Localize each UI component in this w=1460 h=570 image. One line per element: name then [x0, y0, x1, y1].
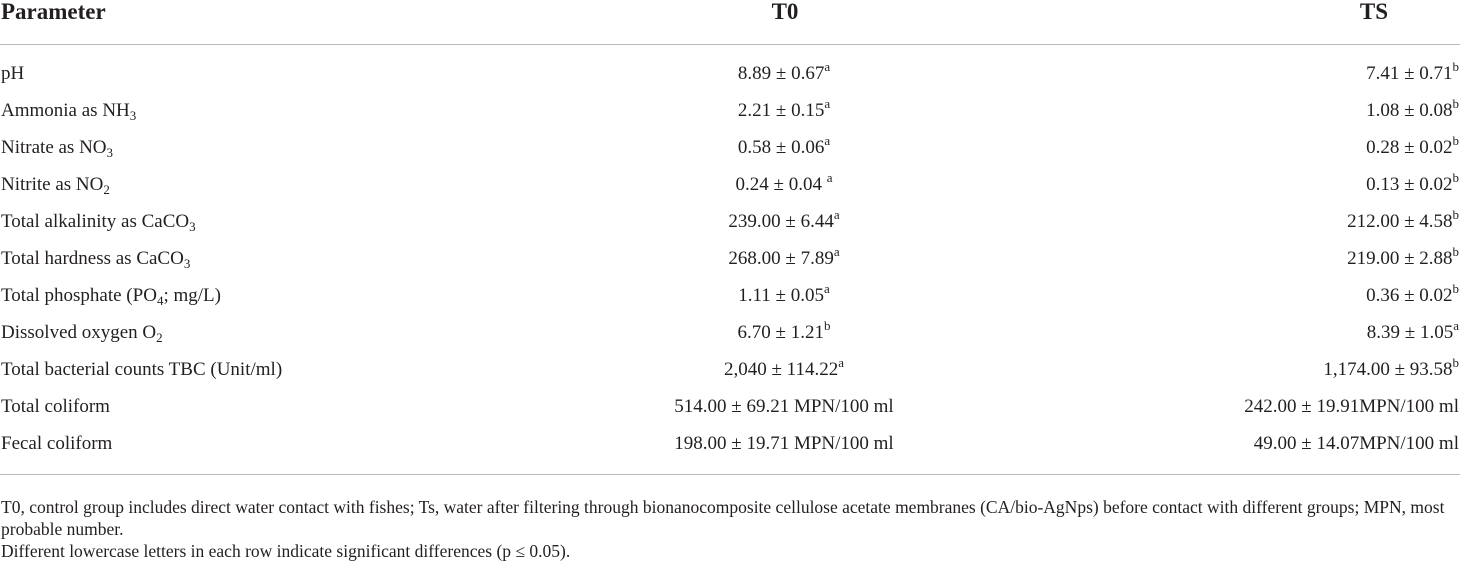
table-row [0, 203, 1460, 240]
cell-parameter [0, 388, 520, 425]
cell-text: Total bacterial counts TBC (Unit/ml) [1, 359, 283, 380]
significance-letter: a [833, 244, 840, 259]
cell-t0-value [520, 314, 990, 351]
cell-t0-value [520, 92, 990, 129]
table-row [0, 92, 1460, 129]
cell-parameter [0, 45, 520, 93]
cell-text: ; mg/L) [163, 285, 221, 306]
subscript: 2 [103, 182, 110, 197]
header-row [0, 0, 1460, 45]
cell-t0-value [520, 277, 990, 314]
cell-parameter [0, 129, 520, 166]
cell-text: 268.00 ± 7.89 [728, 248, 834, 269]
header-t0: T0 [520, 0, 990, 45]
cell-text: 0.36 ± 0.02 [1366, 285, 1453, 306]
cell-text: Nitrite as NO [1, 174, 104, 195]
cell-ts-value [990, 45, 1460, 93]
header-parameter: Parameter [0, 0, 520, 45]
cell-t0-value [520, 129, 990, 166]
cell-t0-value [520, 388, 990, 425]
significance-letter: b [823, 318, 831, 333]
cell-t0-value [520, 425, 990, 475]
cell-text: 0.58 ± 0.06 [737, 137, 825, 158]
cell-ts-value [990, 92, 1460, 129]
subscript: 3 [129, 108, 137, 123]
significance-letter: b [1452, 244, 1459, 259]
cell-text: 1.11 ± 0.05 [738, 285, 824, 306]
significance-letter: a [824, 59, 831, 74]
cell-ts-value [990, 203, 1460, 240]
cell-parameter [0, 92, 520, 129]
cell-text: 242.00 ± 19.91MPN/100 ml [1244, 396, 1459, 417]
cell-text: 0.28 ± 0.02 [1366, 137, 1453, 158]
cell-parameter [0, 314, 520, 351]
table-row [0, 425, 1460, 475]
significance-letter: a [824, 133, 831, 148]
subscript: 4 [156, 293, 164, 308]
table-body [0, 45, 1460, 475]
cell-t0-value [520, 240, 990, 277]
subscript: 2 [156, 330, 163, 345]
significance-letter: b [1452, 281, 1459, 296]
cell-text: 239.00 ± 6.44 [728, 211, 834, 232]
cell-text: 7.41 ± 0.71 [1366, 63, 1453, 84]
significance-letter: b [1452, 133, 1459, 148]
cell-parameter [0, 425, 520, 475]
cell-text: 2,040 ± 114.22 [723, 359, 839, 380]
cell-parameter [0, 351, 520, 388]
cell-t0-value [520, 351, 990, 388]
cell-t0-value [520, 203, 990, 240]
cell-text: Fecal coliform [1, 433, 113, 454]
cell-ts-value [990, 388, 1460, 425]
cell-ts-value [990, 166, 1460, 203]
cell-text: 212.00 ± 4.58 [1347, 211, 1453, 232]
cell-t0-value [520, 166, 990, 203]
table-row [0, 166, 1460, 203]
table-row [0, 45, 1460, 93]
cell-text: 8.89 ± 0.67 [737, 63, 825, 84]
cell-text: 0.24 ± 0.04 [735, 174, 827, 195]
cell-text: Nitrate as NO [1, 137, 107, 158]
significance-letter: a [823, 281, 830, 296]
table-row [0, 277, 1460, 314]
header-ts: TS [990, 0, 1460, 45]
cell-t0-value [520, 45, 990, 93]
cell-text: Ammonia as NH [1, 100, 130, 121]
cell-text: 514.00 ± 69.21 MPN/100 ml [674, 396, 894, 417]
cell-text: 6.70 ± 1.21 [737, 322, 824, 343]
cell-text: 219.00 ± 2.88 [1347, 248, 1453, 269]
significance-letter: a [1453, 318, 1459, 333]
cell-text: 8.39 ± 1.05 [1366, 322, 1454, 343]
cell-ts-value [990, 129, 1460, 166]
cell-text: 0.13 ± 0.02 [1366, 174, 1453, 195]
cell-text: 49.00 ± 14.07MPN/100 ml [1253, 433, 1459, 454]
cell-ts-value [990, 425, 1460, 475]
significance-letter: a [838, 355, 844, 370]
cell-ts-value [990, 240, 1460, 277]
significance-letter: a [826, 170, 833, 185]
cell-text: 1,174.00 ± 93.58 [1323, 359, 1453, 380]
table-footnotes [1, 496, 1459, 562]
cell-parameter [0, 240, 520, 277]
cell-ts-value [990, 351, 1460, 388]
cell-text: Total alkalinity as CaCO [1, 211, 190, 232]
subscript: 3 [106, 145, 114, 160]
cell-parameter [0, 203, 520, 240]
subscript: 3 [189, 219, 196, 234]
cell-text: 1.08 ± 0.08 [1366, 100, 1453, 121]
footnote-significance: Different lowercase letters in each row indicate significant differences (p ≤ 0.05). [1, 541, 571, 561]
cell-text: Total hardness as CaCO [1, 248, 184, 269]
table-row [0, 129, 1460, 166]
footnote-abbreviations: T0, control group includes direct water contact with fishes; Ts, water after filtering through bionanocomposite cellulose acetate membranes (CA/bio-AgNps) before contact with different groups; MPN, most probable number. [1, 497, 1445, 539]
cell-text: 198.00 ± 19.71 MPN/100 ml [674, 433, 894, 454]
cell-ts-value [990, 314, 1460, 351]
cell-text: pH [1, 63, 25, 84]
significance-letter: a [824, 96, 831, 111]
table-row [0, 240, 1460, 277]
cell-text: 2.21 ± 0.15 [737, 100, 825, 121]
significance-letter: a [833, 207, 840, 222]
significance-letter: b [1452, 355, 1459, 370]
table-row [0, 388, 1460, 425]
cell-text: Total phosphate (PO [1, 285, 157, 306]
significance-letter: b [1452, 170, 1459, 185]
subscript: 3 [183, 256, 191, 271]
cell-text: Total coliform [1, 396, 110, 417]
significance-letter: b [1452, 96, 1459, 111]
significance-letter: b [1452, 59, 1459, 74]
table-row [0, 314, 1460, 351]
cell-parameter [0, 166, 520, 203]
cell-parameter [0, 277, 520, 314]
cell-ts-value [990, 277, 1460, 314]
cell-text: Dissolved oxygen O [1, 322, 157, 343]
table-row [0, 351, 1460, 388]
significance-letter: b [1452, 207, 1459, 222]
